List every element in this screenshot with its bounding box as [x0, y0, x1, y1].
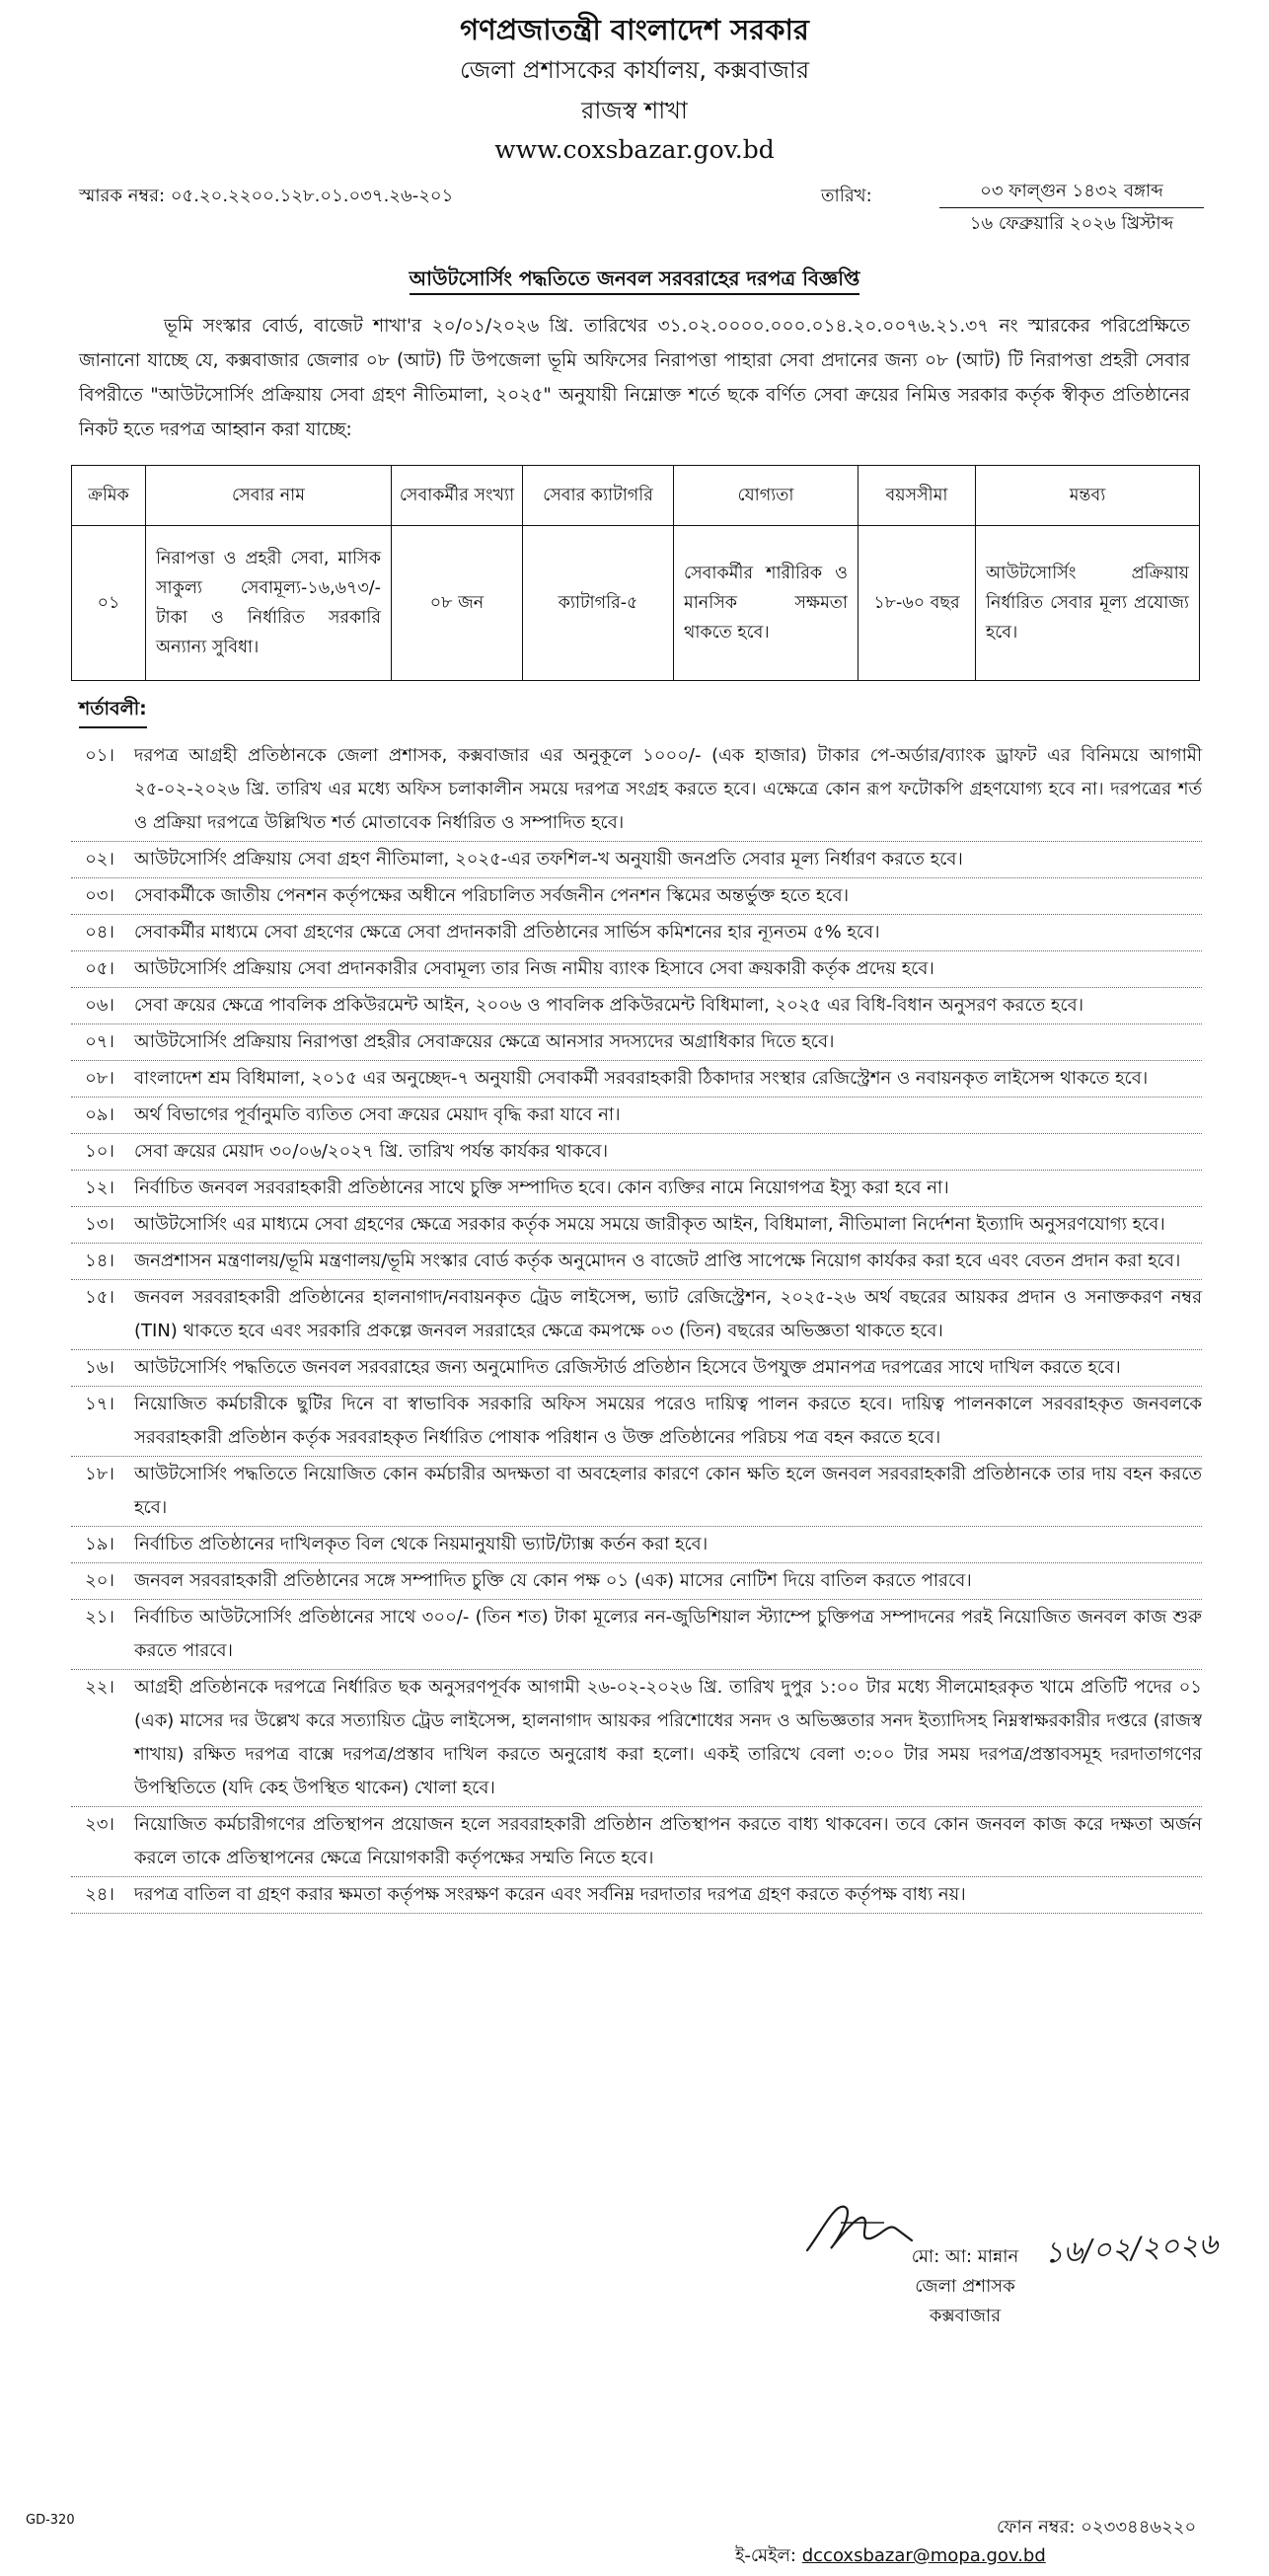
date-box	[939, 176, 1204, 240]
condition-text: দরপত্র আগ্রহী প্রতিষ্ঠানকে জেলা প্রশাসক, কক্সবাজার এর অনুকূলে ১০০০/- (এক হাজার) টাকার পে-অর্ডার/ব্যাংক ড্রাফট এর বিনিময়ে আগামী ২৫-০২-২০২৬ খ্রি. তারিখ এর মধ্যে অফিস চলাকালীন সময়ে দরপত্র সংগ্রহ করতে হবে। এক্ষেত্রে কোন রূপ ফটোকপি গ্রহণযোগ্য হবে না। দরপত্রের শর্ত ও প্রক্রিয়া দরপত্রে উল্লিখিত শর্ত মোতাবেক নির্ধারিত ও সম্পাদিত হবে।	[134, 745, 1202, 833]
cell-serial: ০১	[72, 526, 146, 681]
intro-paragraph: ভূমি সংস্কার বোর্ড, বাজেট শাখা'র ২০/০১/২০২৬ খ্রি. তারিখের ৩১.০২.০০০০.০০০.০১৪.২০.০০৭৬.২১.৩৭ নং স্মারকের পরিপ্রেক্ষিতে জানানো যাচ্ছে যে, কক্সবাজার জেলার ০৮ (আট) টি উপজেলা ভূমি অফিসের নিরাপত্তা পাহারা সেবা প্রদানের জন্য ০৮ (আট) টি নিরাপত্তা প্রহরী সেবার বিপরীতে "আউটসোর্সিং প্রক্রিয়ায় সেবা গ্রহণ নীতিমালা, ২০২৫" অনুযায়ী নিম্নোক্ত শর্তে ছকে বর্ণিত সেবা ক্রয়ের নিমিত্ত সরকার কর্তৃক স্বীকৃত প্রতিষ্ঠানের নিকট হতে দরপত্র আহ্বান করা যাচ্ছে:	[79, 316, 1190, 440]
condition-text: সেবা ক্রয়ের ক্ষেত্রে পাবলিক প্রকিউরমেন্ট আইন, ২০০৬ ও পাবলিক প্রকিউরমেন্ট বিধিমালা, ২০২৫ এর বিধি-বিধান অনুসরণ করতে হবে।	[134, 995, 1084, 1016]
signatory-designation: জেলা প্রশাসক	[915, 2276, 1015, 2297]
condition-text: আউটসোর্সিং প্রক্রিয়ায় নিরাপত্তা প্রহরীর সেবাক্রয়ের ক্ষেত্রে আনসার সদস্যদের অগ্রাধিকার দিতে হবে।	[134, 1031, 835, 1052]
condition-item	[71, 1244, 1202, 1280]
conditions-list	[71, 738, 1202, 1914]
cell-qualification: সেবাকর্মীর শারীরিক ও মানসিক সক্ষমতা থাকতে হবে।	[674, 526, 858, 681]
date-bangla: ০৩ ফাল্গুন ১৪৩২ বঙ্গাব্দ	[939, 176, 1204, 208]
header-category: সেবার ক্যাটাগরি	[523, 466, 674, 526]
condition-text: আউটসোর্সিং পদ্ধতিতে জনবল সরবরাহের জন্য অনুমোদিত রেজিস্টার্ড প্রতিষ্ঠান হিসেবে উপযুক্ত প্রমানপত্র দরপত্রের সাথে দাখিল করতে হবে।	[134, 1357, 1121, 1378]
header-serial: ক্রমিক	[72, 466, 146, 526]
website: www.coxsbazar.gov.bd	[494, 135, 775, 164]
condition-item	[71, 1670, 1202, 1807]
condition-number: ২১।	[85, 1607, 114, 1628]
condition-item	[71, 988, 1202, 1024]
email-link[interactable]: dccoxsbazar@mopa.gov.bd	[801, 2545, 1046, 2566]
condition-item	[71, 1457, 1202, 1527]
email-label: ই-মেইল:	[735, 2545, 796, 2566]
condition-text: আউটসোর্সিং প্রক্রিয়ায় সেবা প্রদানকারীর সেবামূল্য তার নিজ নামীয় ব্যাংক হিসাবে সেবা ক্রয়কারী কর্তৃক প্রদেয় হবে।	[134, 958, 934, 979]
header-qualification: যোগ্যতা	[674, 466, 858, 526]
condition-number: ১০।	[85, 1141, 114, 1162]
cell-count: ০৮ জন	[392, 526, 523, 681]
signature-block	[797, 2242, 1133, 2331]
condition-number: ২৩।	[85, 1814, 114, 1835]
condition-text: জনপ্রশাসন মন্ত্রণালয়/ভূমি মন্ত্রণালয়/ভূমি সংস্কার বোর্ড কর্তৃক অনুমোদন ও বাজেট প্রাপ্তি সাপেক্ষে নিয়োগ কার্যকর করা হবে এবং বেতন প্রদান করা হবে।	[134, 1250, 1181, 1271]
condition-item	[71, 1387, 1202, 1457]
form-code: GD-320	[26, 2513, 75, 2528]
condition-item	[71, 951, 1202, 988]
condition-number: ০১।	[85, 745, 114, 766]
condition-number: ০৩।	[85, 885, 114, 906]
conditions-title: শর্তাবলী:	[79, 695, 147, 728]
condition-number: ১৯।	[85, 1534, 114, 1554]
notice-title-text: আউটসোর্সিং পদ্ধতিতে জনবল সরবরাহের দরপত্র বিজ্ঞপ্তি	[410, 266, 860, 295]
cell-category: ক্যাটাগরি-৫	[523, 526, 674, 681]
date-label: তারিখ:	[821, 186, 872, 206]
condition-item	[71, 915, 1202, 951]
memo-number	[79, 182, 453, 212]
handwritten-date: ১৬/০২/২০২৬	[1043, 2227, 1219, 2271]
email-line	[735, 2541, 1229, 2572]
notice-title	[0, 265, 1269, 297]
condition-item	[71, 878, 1202, 915]
condition-item	[71, 1207, 1202, 1244]
condition-number: ২০।	[85, 1570, 114, 1591]
condition-number: ১৮।	[85, 1464, 114, 1484]
signatory-location: কক্সবাজার	[929, 2306, 1002, 2326]
condition-item	[71, 738, 1202, 842]
office-name: জেলা প্রশাসকের কার্যালয়, কক্সবাজার	[459, 56, 810, 84]
condition-item	[71, 1061, 1202, 1098]
branch-name: রাজস্ব শাখা	[581, 97, 688, 124]
condition-text: নিয়োজিত কর্মচারীকে ছুটির দিনে বা স্বাভাবিক সরকারি অফিস সময়ের পরেও দায়িত্ব পালন করতে হবে। দায়িত্ব পালনকালে সরবরাহকৃত জনবলকে সরবরাহকারী প্রতিষ্ঠান কর্তৃক সরবরাহকৃত নির্ধারিত পোষাক পরিধান ও উক্ত প্রতিষ্ঠানের পরিচয় পত্র বহন করতে হবে।	[134, 1394, 1202, 1448]
condition-number: ১৫।	[85, 1287, 114, 1308]
condition-item	[71, 842, 1202, 878]
condition-number: ১২।	[85, 1177, 114, 1198]
condition-item	[71, 1280, 1202, 1350]
header-remark: মন্তব্য	[976, 466, 1200, 526]
condition-text: দরপত্র বাতিল বা গ্রহণ করার ক্ষমতা কর্তৃপক্ষ সংরক্ষণ করেন এবং সর্বনিম্ন দরদাতার দরপত্র গ্রহণ করতে কর্তৃপক্ষ বাধ্য নয়।	[134, 1884, 966, 1905]
condition-text: জনবল সরবরাহকারী প্রতিষ্ঠানের হালনাগাদ/নবায়নকৃত ট্রেড লাইসেন্স, ভ্যাট রেজিস্ট্রেশন, ২০২৫-২৬ অর্থ বছরের আয়কর প্রদান ও সনাক্তকরণ নম্বর (TIN) থাকতে হবে এবং সরকারি প্রকল্পে জনবল সররাহের ক্ষেত্রে কমপক্ষে ০৩ (তিন) বছরের অভিজ্ঞতা থাকতে হবে।	[134, 1287, 1202, 1341]
condition-text: আউটসোর্সিং পদ্ধতিতে নিয়োজিত কোন কর্মচারীর অদক্ষতা বা অবহেলার কারণে কোন ক্ষতি হলে জনবল সরবরাহকারী প্রতিষ্ঠানকে তার দায় বহন করতে হবে।	[134, 1464, 1202, 1518]
condition-number: ১৭।	[85, 1394, 114, 1414]
condition-number: ০৮।	[85, 1068, 114, 1089]
condition-text: নির্বাচিত জনবল সরবরাহকারী প্রতিষ্ঠানের সাথে চুক্তি সম্পাদিত হবে। কোন ব্যক্তির নামে নিয়োগপত্র ইস্যু করা হবে না।	[134, 1177, 949, 1198]
condition-item	[71, 1171, 1202, 1207]
condition-number: ১৬।	[85, 1357, 114, 1378]
condition-item	[71, 1098, 1202, 1134]
condition-text: নিয়োজিত কর্মচারীগণের প্রতিস্থাপন প্রয়োজন হলে সরবরাহকারী প্রতিষ্ঠান প্রতিস্থাপন করতে বাধ্য থাকবেন। তবে কোন জনবল কাজ করে দক্ষতা অর্জন করলে তাকে প্রতিস্থাপনের ক্ষেত্রে নিয়োগকারী কর্তৃপক্ষের সম্মতি নিতে হবে।	[134, 1814, 1202, 1868]
cell-remark: আউটসোর্সিং প্রক্রিয়ায় নির্ধারিত সেবার মূল্য প্রযোজ্য হবে।	[976, 526, 1200, 681]
table-row	[72, 526, 1200, 681]
condition-text: আউটসোর্সিং এর মাধ্যমে সেবা গ্রহণের ক্ষেত্রে সরকার কর্তৃক সময়ে সময়ে জারীকৃত আইন, বিধিমালা, নীতিমালা নির্দেশনা ইত্যাদি অনুসরণযোগ্য হবে।	[134, 1214, 1165, 1235]
header-service: সেবার নাম	[146, 466, 392, 526]
memo-row	[61, 176, 1208, 255]
condition-item	[71, 1807, 1202, 1877]
condition-text: নির্বাচিত আউটসোর্সিং প্রতিষ্ঠানের সাথে ৩০০/- (তিন শত) টাকা মূল্যের নন-জুডিশিয়াল স্ট্যাম্পে চুক্তিপত্র সম্পাদনের পরই নিয়োজিত জনবল কাজ শুরু করতে পারবে।	[134, 1607, 1202, 1661]
memo-label: স্মারক নম্বর:	[79, 186, 166, 206]
condition-number: ১৪।	[85, 1250, 114, 1271]
condition-text: জনবল সরবরাহকারী প্রতিষ্ঠানের সঙ্গে সম্পাদিত চুক্তি যে কোন পক্ষ ০১ (এক) মাসের নোটিশ দিয়ে বাতিল করতে পারবে।	[134, 1570, 972, 1591]
condition-text: বাংলাদেশ শ্রম বিধিমালা, ২০১৫ এর অনুচ্ছেদ-৭ অনুযায়ী সেবাকর্মী সরবরাহকারী ঠিকাদার সংস্থার রেজিস্ট্রেশন ও নবায়নকৃত লাইসেন্স থাকতে হবে।	[134, 1068, 1149, 1089]
table-header-row	[72, 466, 1200, 526]
condition-item	[71, 1350, 1202, 1387]
condition-text: আগ্রহী প্রতিষ্ঠানকে দরপত্রে নির্ধারিত ছক অনুসরণপূর্বক আগামী ২৬-০২-২০২৬ খ্রি. তারিখ দুপুর ১:০০ টার মধ্যে সীলমোহরকৃত খামে প্রতিটি পদের ০১ (এক) মাসের দর উল্লেখ করে সত্যায়িত ট্রেড লাইসেন্স, হালনাগাদ আয়কর পরিশোধের সনদ ও অভিজ্ঞতার সনদ ইত্যাদিসহ নিম্নস্বাক্ষরকারীর দপ্তরে (রাজস্ব শাখায়) রক্ষিত দরপত্র বাক্সে দরপত্র/প্রস্তাব দাখিল করতে অনুরোধ করা হলো। একই তারিখে বেলা ৩:০০ টার সময় দরপত্র/প্রস্তাবসমূহ দরদাতাগণের উপস্থিতিতে (যদি কেহ উপস্থিত থাকেন) খোলা হবে।	[134, 1677, 1202, 1798]
condition-item	[71, 1600, 1202, 1670]
condition-number: ০৫।	[85, 958, 114, 979]
condition-text: নির্বাচিত প্রতিষ্ঠানের দাখিলকৃত বিল থেকে নিয়মানুযায়ী ভ্যাট/ট্যাক্স কর্তন করা হবে।	[134, 1534, 709, 1554]
header-count: সেবাকর্মীর সংখ্যা	[392, 466, 523, 526]
condition-number: ২২।	[85, 1677, 114, 1698]
government-title: গণপ্রজাতন্ত্রী বাংলাদেশ সরকার	[460, 13, 809, 46]
memo-value: ০৫.২০.২২০০.১২৮.০১.০৩৭.২৬-২০১	[170, 186, 454, 206]
condition-number: ১৩।	[85, 1214, 114, 1235]
condition-number: ০৪।	[85, 922, 114, 943]
condition-text: সেবাকর্মীর মাধ্যমে সেবা গ্রহণের ক্ষেত্রে সেবা প্রদানকারী প্রতিষ্ঠানের সার্ভিস কমিশনের হার ন্যূনতম ৫% হবে।	[134, 922, 880, 943]
cell-age: ১৮-৬০ বছর	[858, 526, 976, 681]
condition-number: ২৪।	[85, 1884, 114, 1905]
condition-item	[71, 1134, 1202, 1171]
letterhead	[0, 10, 1269, 170]
cell-service: নিরাপত্তা ও প্রহরী সেবা, মাসিক সাকুল্য সেবামূল্য-১৬,৬৭৩/- টাকা ও নির্ধারিত সরকারি অন্যান্য সুবিধা।	[146, 526, 392, 681]
phone-number: ০২৩৩৪৪৬২২০	[1081, 2517, 1197, 2538]
condition-number: ০৯।	[85, 1104, 114, 1125]
condition-text: সেবাকর্মীকে জাতীয় পেনশন কর্তৃপক্ষের অধীনে পরিচালিত সর্বজনীন পেনশন স্কিমের অন্তর্ভুক্ত হতে হবে।	[134, 885, 850, 906]
signatory-name: মো: আ: মান্নান	[911, 2246, 1019, 2267]
condition-number: ০৬।	[85, 995, 114, 1016]
condition-item	[71, 1527, 1202, 1563]
condition-item	[71, 1024, 1202, 1061]
condition-text: সেবা ক্রয়ের মেয়াদ ৩০/০৬/২০২৭ খ্রি. তারিখ পর্যন্ত কার্যকর থাকবে।	[134, 1141, 609, 1162]
condition-number: ০৭।	[85, 1031, 114, 1052]
condition-item	[71, 1877, 1202, 1914]
condition-text: আউটসোর্সিং প্রক্রিয়ায় সেবা গ্রহণ নীতিমালা, ২০২৫-এর তফশিল-খ অনুযায়ী জনপ্রতি সেবার মূল্য নির্ধারণ করতে হবে।	[134, 849, 963, 870]
condition-item	[71, 1563, 1202, 1600]
condition-number: ০২।	[85, 849, 114, 870]
service-table	[71, 465, 1200, 681]
phone-line	[997, 2513, 1269, 2543]
date-gregorian: ১৬ ফেব্রুয়ারি ২০২৬ খ্রিস্টাব্দ	[969, 213, 1174, 234]
condition-text: অর্থ বিভাগের পূর্বানুমতি ব্যতিত সেবা ক্রয়ের মেয়াদ বৃদ্ধি করা যাবে না।	[134, 1104, 621, 1125]
phone-label: ফোন নম্বর:	[997, 2517, 1076, 2538]
header-age: বয়সসীমা	[858, 466, 976, 526]
